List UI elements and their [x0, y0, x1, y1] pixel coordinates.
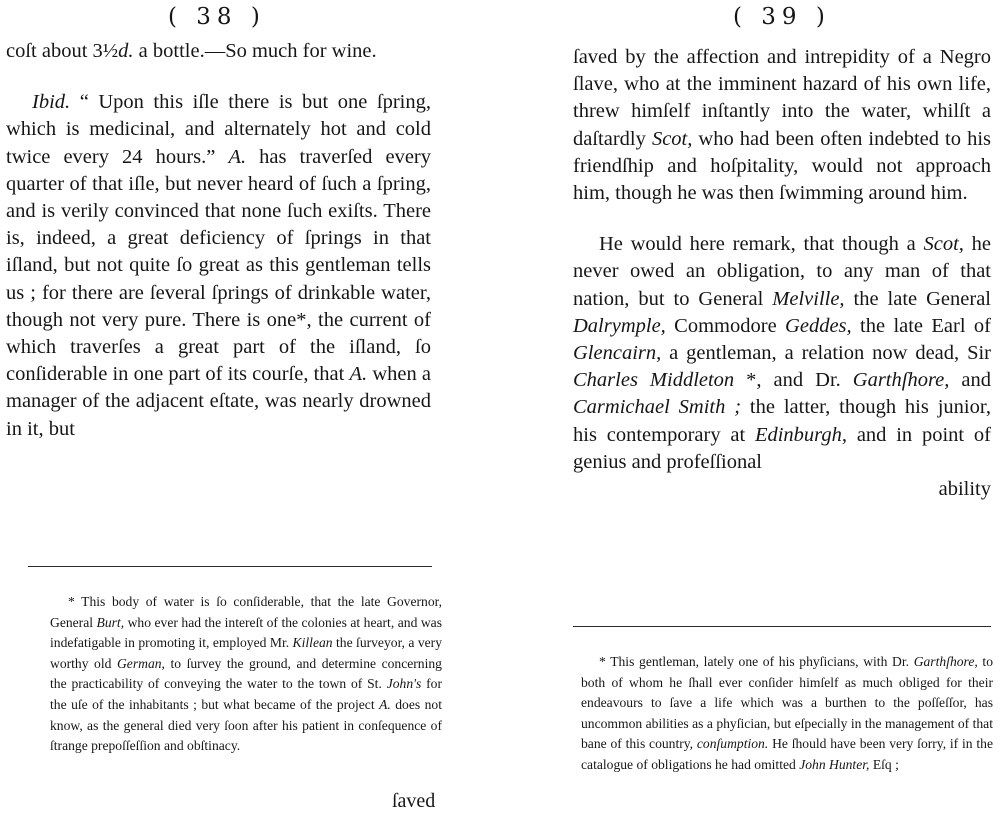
text-run: and in point of genius and profeſſional — [573, 423, 991, 473]
text-run: the ſurveyor, a very worthy old — [50, 635, 442, 671]
body-text — [6, 38, 431, 443]
italic-text: Melville, — [772, 287, 845, 310]
text-run: to ſurvey the ground, and determine concerning the practicability of conveying the water to the town of St. — [50, 655, 442, 692]
italic-text: A. — [349, 363, 368, 386]
italic-text: A. — [228, 145, 247, 168]
paragraph — [6, 38, 431, 65]
italic-text: Glencairn, — [573, 342, 662, 365]
text-run: for the uſe of the inhabitants ; but what became of the project — [50, 676, 442, 712]
text-run: the late General — [844, 287, 991, 310]
text-run: a gentleman, a relation now dead, Sir — [661, 342, 991, 365]
right-page — [545, 0, 1000, 824]
italic-text: Charles Middleton — [573, 369, 735, 392]
paragraph — [573, 44, 991, 207]
left-page — [0, 0, 470, 824]
text-run: ſaved by the affection and intrepidity of a Negro ſlave, who at the imminent hazard of his own life, threw himſelf inſtantly into the water, whilſt a daſtardly — [573, 46, 991, 150]
text-run: he never owed an obligation, to any man of that nation, but to General — [573, 233, 991, 310]
text-run: the latter, though his junior, his contemporary at — [573, 396, 991, 446]
italic-text: Scot, — [651, 127, 693, 150]
paragraph-continuation: ability — [938, 478, 991, 501]
text-run: coſt about 3½ — [6, 40, 119, 62]
text-run: Commodore — [665, 314, 786, 337]
text-run: He ſhould have been very ſorry, if in the catalogue of obligations he had omitted — [581, 736, 993, 772]
italic-text: Garthſhore, — [852, 369, 950, 392]
footnote — [581, 652, 993, 776]
body-text — [573, 44, 991, 503]
italic-text: Ibid. — [32, 91, 71, 114]
italic-text: Edinburgh, — [754, 423, 848, 446]
footnote-divider — [573, 626, 991, 627]
paragraph — [573, 231, 991, 476]
italic-text: d. — [118, 40, 134, 62]
page-number: ( 38 ) — [168, 4, 266, 30]
text-run: Eſq ; — [869, 756, 899, 772]
footnote — [50, 592, 442, 757]
text-run: He would here remark, that though a — [599, 233, 924, 256]
text-run: who ever had the intereſt of the colonies at heart, and was indefatigable in promoting it, employed Mr. — [50, 614, 442, 651]
text-run: to both of whom he ſhall ever conſider himſelf as much obliged for their endeavours to ſave a life which was a burthen to the poſſeſſor, has uncommon abilities as a phyſician, but eſpecially in the management of that bane of this country, — [581, 654, 993, 752]
italic-text: Carmichael Smith ; — [573, 396, 742, 419]
text-run: who had been often indebted to his friendſhip and hoſpitality, would not approach him, though he was then ſwimming around him. — [573, 127, 991, 205]
text-run: *, and Dr. — [734, 369, 853, 392]
italic-text: A. — [379, 696, 391, 712]
footnote-divider — [28, 566, 432, 567]
page-number: ( 39 ) — [733, 4, 831, 30]
italic-text: Scot, — [923, 233, 964, 256]
text-run: * This body of water is ſo conſiderable, that the late Governor, General — [50, 594, 442, 630]
text-run: when a manager of the adjacent eſtate, was nearly drowned in it, but — [6, 363, 431, 440]
italic-text: John's — [386, 676, 422, 692]
paragraph — [6, 89, 431, 443]
text-run: and — [949, 369, 991, 392]
italic-text: Garthſhore, — [913, 654, 978, 669]
text-run: the late Earl of — [851, 314, 991, 337]
italic-text: conſumption. — [696, 736, 769, 752]
text-run: “ Upon this iſle there is but one ſpring, which is medicinal, and alternately hot and cold twice every 24 hours.” — [6, 91, 431, 168]
italic-text: John Hunter, — [799, 756, 870, 772]
italic-text: Burt, — [96, 614, 125, 630]
italic-text: Killean — [292, 635, 333, 651]
italic-text: Dalrymple, — [573, 314, 666, 337]
catchword: ſaved — [392, 790, 436, 812]
italic-text: Geddes, — [785, 314, 852, 337]
text-run: a bottle.—So much for wine. — [133, 40, 377, 62]
text-run: * This gentleman, lately one of his phyſicians, with Dr. — [599, 654, 914, 669]
italic-text: German, — [116, 655, 165, 671]
text-run: has traverſed every quarter of that iſle, but never heard of ſuch a ſpring, and is verily convinced that none ſuch exiſts. There is, indeed, a great deficiency of ſprings in that iſland, but not quite ſo great as this gentleman tells us ; for there are ſeveral ſprings of drinkable water, though not very pure. There is one*, the current of which traverſes a great part of the iſland, ſo conſiderable in one part of its courſe, that — [6, 145, 431, 386]
text-run: does not know, as the general died very ſoon after his patient in conſequence of ſtrange prepoſſeſſion and obſtinacy. — [50, 696, 442, 754]
